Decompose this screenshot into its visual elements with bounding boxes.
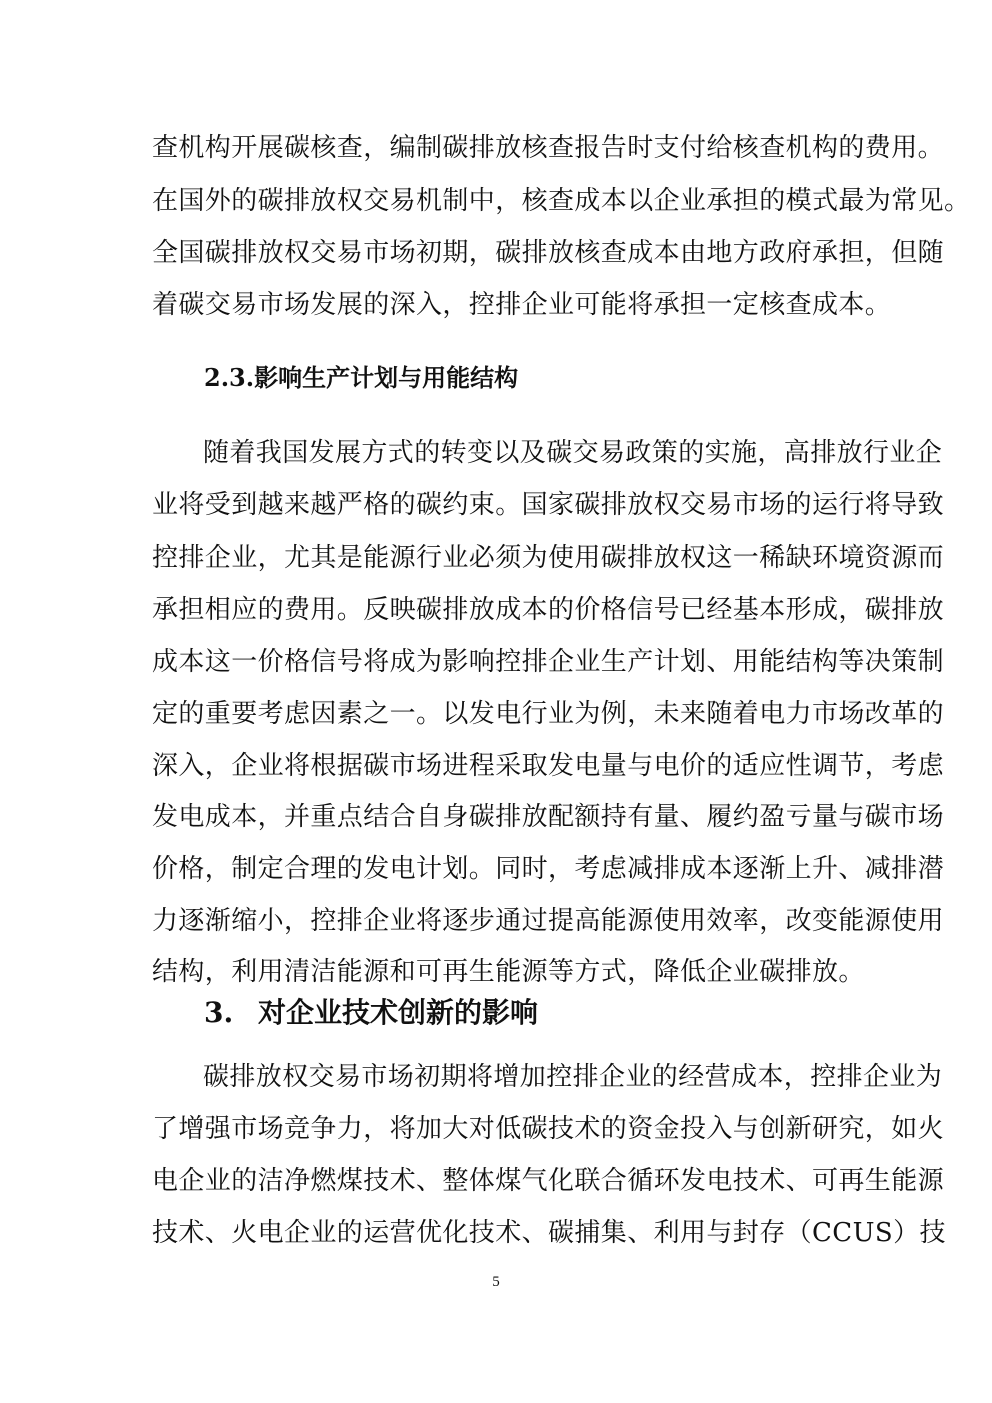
paragraph-line: 着碳交易市场发展的深入，控排企业可能将承担一定核查成本。 [152, 290, 892, 320]
paragraph-line: 价格，制定合理的发电计划。同时，考虑减排成本逐渐上升、减排潜 [152, 854, 945, 884]
paragraph-line: 技术、火电企业的运营优化技术、碳捕集、利用与封存（CCUS）技 [152, 1218, 946, 1248]
paragraph-line: 随着我国发展方式的转变以及碳交易政策的实施，高排放行业企 [203, 438, 943, 468]
paragraph-line: 控排企业，尤其是能源行业必须为使用碳排放权这一稀缺环境资源而 [152, 543, 945, 573]
paragraph-line: 承担相应的费用。反映碳排放成本的价格信号已经基本形成，碳排放 [152, 595, 945, 625]
page-number: 5 [492, 1274, 500, 1290]
section-number: 3. [204, 996, 234, 1029]
section-heading-3 [204, 995, 538, 1031]
paragraph-line: 深入，企业将根据碳市场进程采取发电量与电价的适应性调节，考虑 [152, 751, 945, 781]
paragraph-line: 成本这一价格信号将成为影响控排企业生产计划、用能结构等决策制 [152, 647, 945, 677]
paragraph-line: 发电成本，并重点结合自身碳排放配额持有量、履约盈亏量与碳市场 [152, 802, 945, 832]
paragraph-line: 定的重要考虑因素之一。以发电行业为例，未来随着电力市场改革的 [152, 699, 945, 729]
paragraph-line: 碳排放权交易市场初期将增加控排企业的经营成本，控排企业为 [203, 1062, 943, 1092]
paragraph-line: 查机构开展碳核查，编制碳排放核查报告时支付给核查机构的费用。 [152, 133, 945, 163]
paragraph-line: 全国碳排放权交易市场初期，碳排放核查成本由地方政府承担，但随 [152, 238, 945, 268]
paragraph-line: 在国外的碳排放权交易机制中，核查成本以企业承担的模式最为常见。 [152, 186, 971, 216]
paragraph-line: 结构，利用清洁能源和可再生能源等方式，降低企业碳排放。 [152, 957, 865, 987]
paragraph-line: 电企业的洁净燃煤技术、整体煤气化联合循环发电技术、可再生能源 [152, 1166, 945, 1196]
paragraph-line: 力逐渐缩小，控排企业将逐步通过提高能源使用效率，改变能源使用 [152, 906, 945, 936]
section-heading-2-3: 2.3.影响生产计划与用能结构 [204, 363, 519, 392]
paragraph-line: 业将受到越来越严格的碳约束。国家碳排放权交易市场的运行将导致 [152, 490, 945, 520]
paragraph-line: 了增强市场竞争力，将加大对低碳技术的资金投入与创新研究，如火 [152, 1114, 945, 1144]
section-title: 对企业技术创新的影响 [258, 996, 539, 1029]
